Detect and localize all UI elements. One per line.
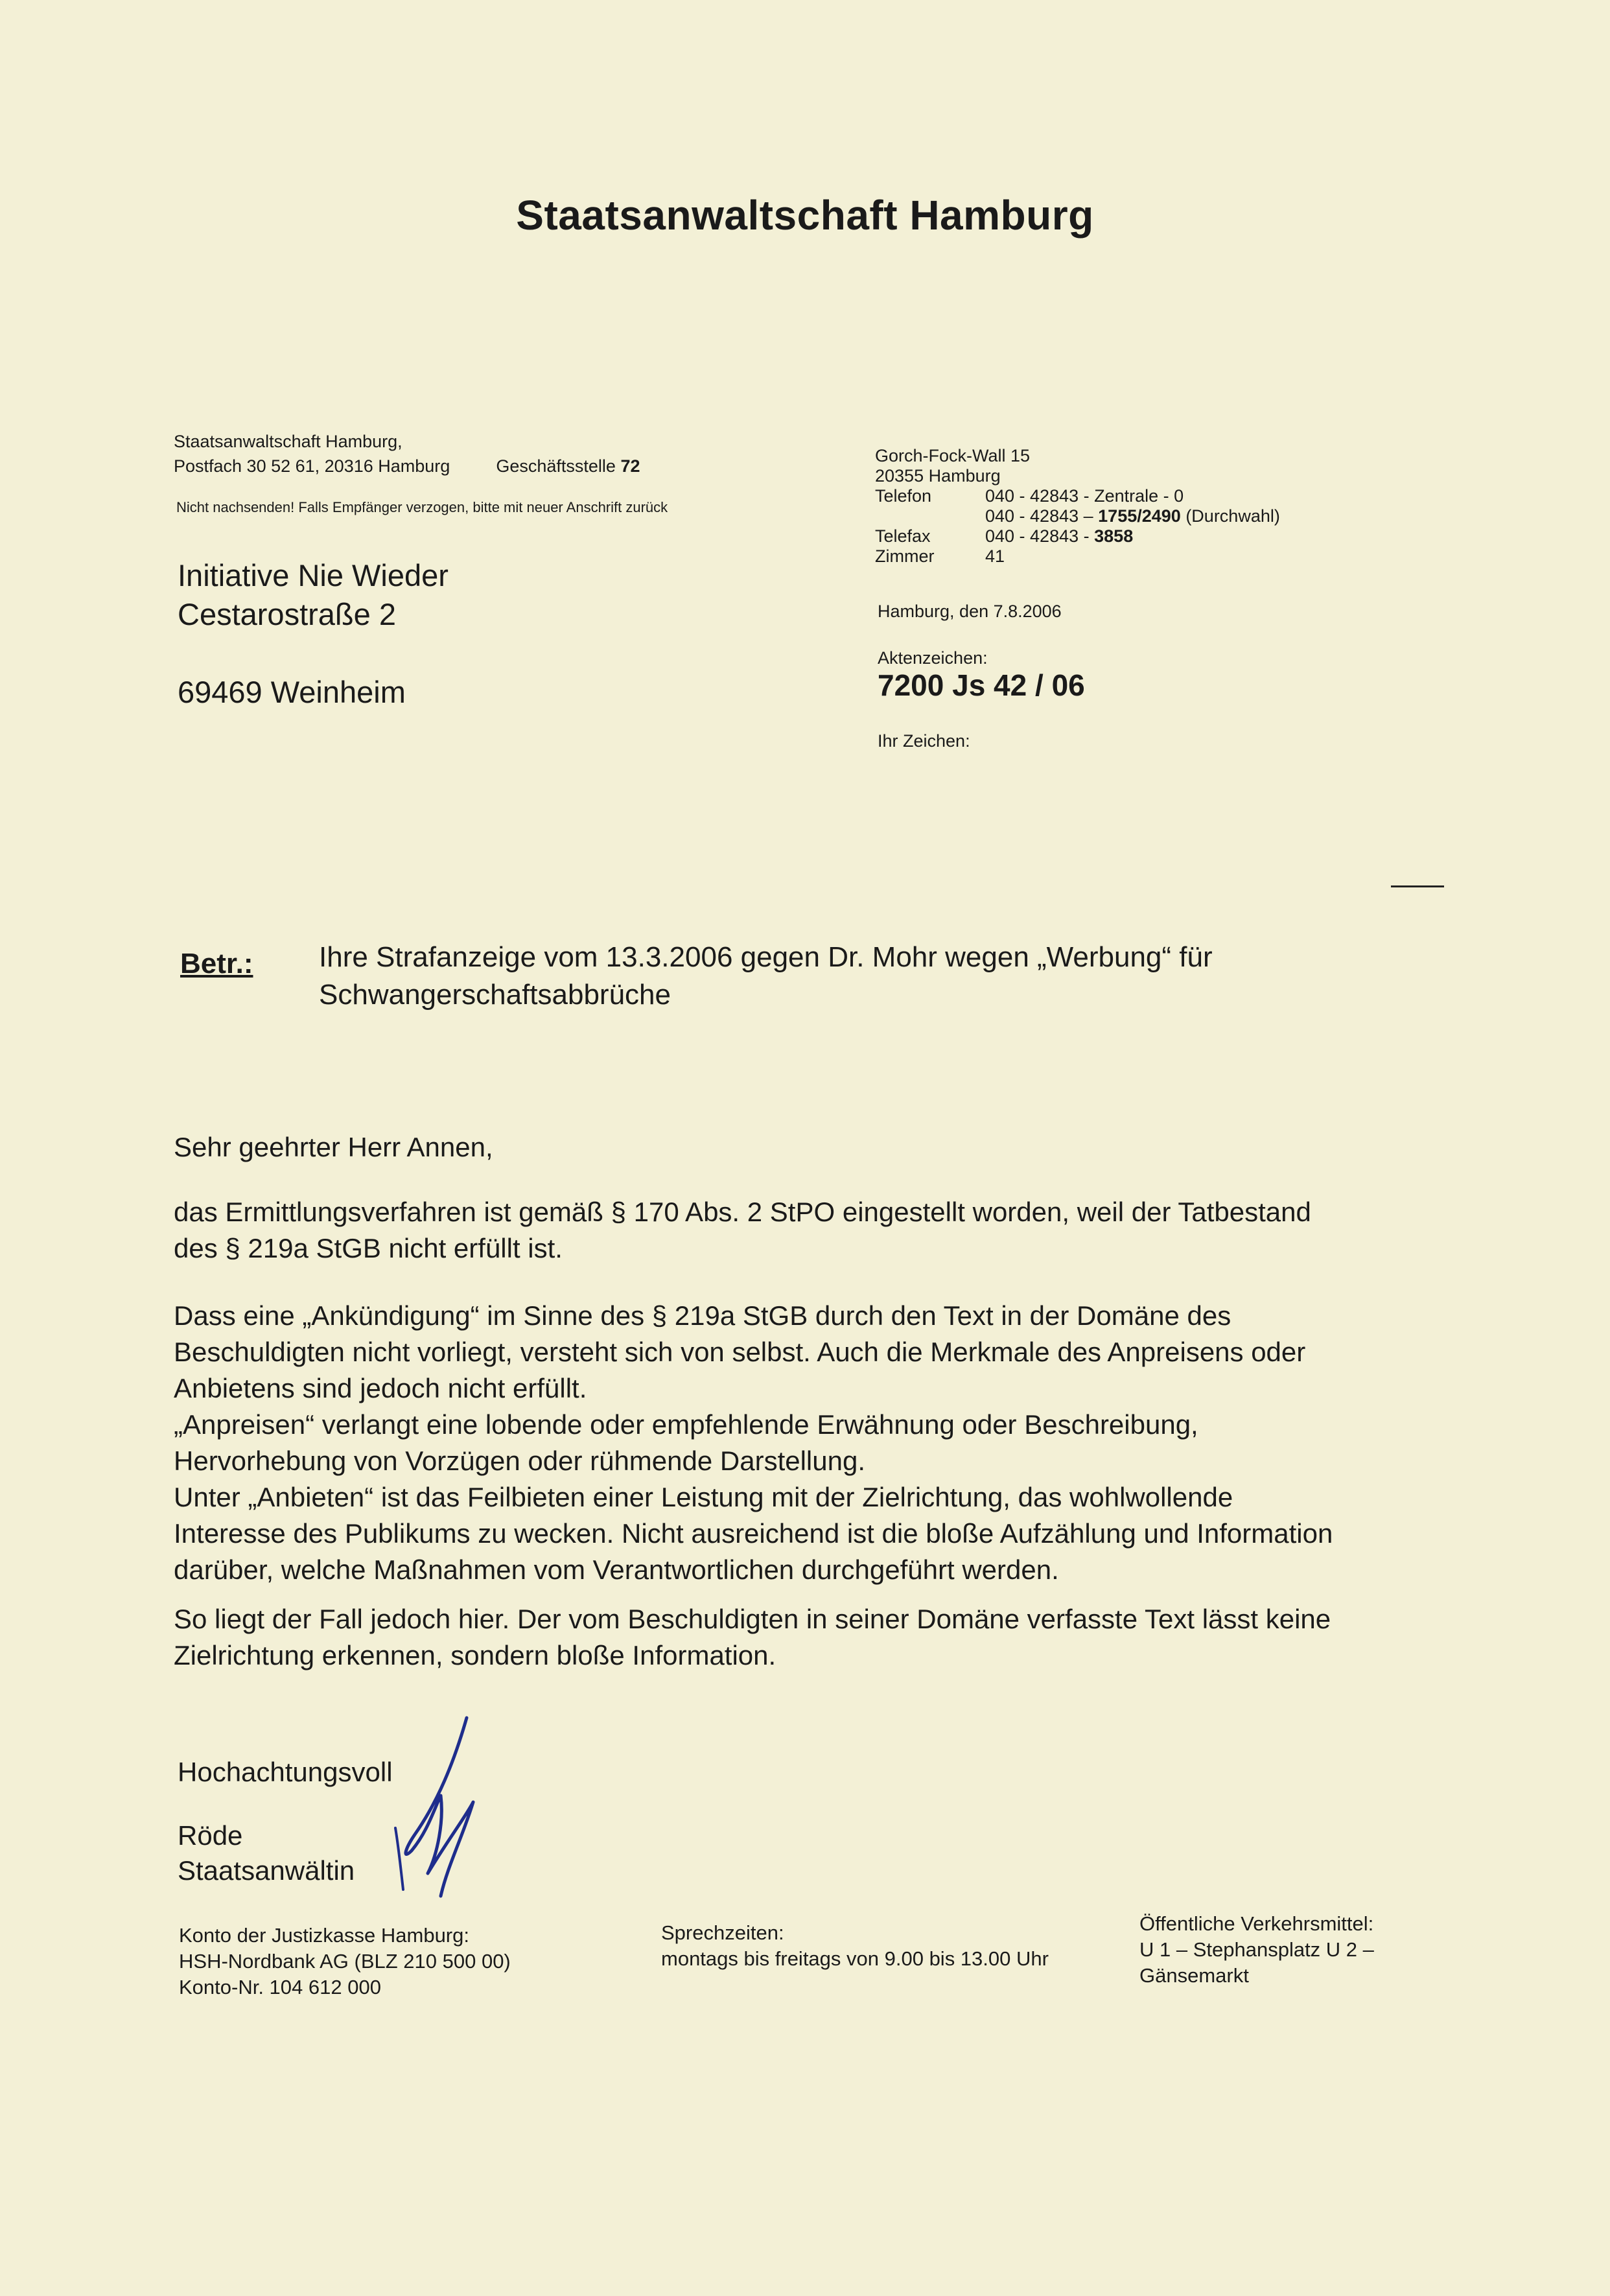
signatory-title: Staatsanwältin bbox=[178, 1855, 355, 1886]
recipient-address bbox=[178, 556, 449, 712]
paragraph-1 bbox=[174, 1194, 1311, 1267]
signatory-name: Röde bbox=[178, 1820, 243, 1851]
phone-central: 040 - 42843 - Zentrale - 0 bbox=[985, 486, 1184, 506]
office-label: Geschäftsstelle bbox=[496, 456, 616, 476]
paragraph-1-line: des § 219a StGB nicht erfüllt ist. bbox=[174, 1233, 563, 1263]
footer-hours-line: montags bis freitags von 9.00 bis 13.00 Uhr bbox=[661, 1947, 1049, 1970]
paragraph-2-line: Dass eine „Ankündigung“ im Sinne des § 219a StGB durch den Text in der Domäne des bbox=[174, 1300, 1231, 1331]
paragraph-2-line: Anbietens sind jedoch nicht erfüllt. bbox=[174, 1373, 587, 1403]
subject-line-1: Ihre Strafanzeige vom 13.3.2006 gegen Dr. Mohr wegen „Werbung“ für bbox=[319, 941, 1213, 973]
paragraph-3-line: Zielrichtung erkennen, sondern bloße Information. bbox=[174, 1640, 776, 1670]
phone-row bbox=[875, 486, 1280, 506]
office-street: Gorch-Fock-Wall 15 bbox=[875, 446, 1031, 465]
salutation: Sehr geehrter Herr Annen, bbox=[174, 1132, 493, 1162]
subject-label: Betr.: bbox=[180, 948, 253, 979]
fax-row bbox=[875, 526, 1280, 546]
paragraph-2-line: „Anpreisen“ verlangt eine lobende oder empfehlende Erwähnung oder Beschreibung, bbox=[174, 1409, 1198, 1440]
file-number-label: Aktenzeichen: bbox=[878, 648, 988, 668]
footer-bank-line: HSH-Nordbank AG (BLZ 210 500 00) bbox=[179, 1950, 511, 1973]
subject-line-2: Schwangerschaftsabbrüche bbox=[319, 979, 671, 1011]
return-notice: Nicht nachsenden! Falls Empfänger verzogen, bitte mit neuer Anschrift zurück bbox=[176, 499, 668, 515]
sender-line-1: Staatsanwaltschaft Hamburg, bbox=[174, 432, 402, 451]
sender-line-2 bbox=[174, 454, 640, 478]
paragraph-2 bbox=[174, 1298, 1333, 1588]
phone-direct-row bbox=[875, 506, 1280, 526]
letter-date: Hamburg, den 7.8.2006 bbox=[878, 602, 1062, 621]
sender-postbox: Postfach 30 52 61, 20316 Hamburg bbox=[174, 456, 450, 476]
fold-mark bbox=[1391, 885, 1444, 887]
phone-direct-number: 1755/2490 bbox=[1098, 506, 1181, 526]
recipient-city: 69469 Weinheim bbox=[178, 675, 406, 709]
phone-label: Telefon bbox=[875, 486, 932, 506]
footer-transit bbox=[1139, 1911, 1374, 1989]
sender-block bbox=[174, 429, 640, 478]
room-label: Zimmer bbox=[875, 546, 935, 566]
footer-transit-line: Öffentliche Verkehrsmittel: bbox=[1139, 1912, 1374, 1935]
fax-number: 3858 bbox=[1094, 526, 1134, 546]
paragraph-2-line: Unter „Anbieten“ ist das Feilbieten einer Leistung mit der Zielrichtung, das wohlwollende bbox=[174, 1482, 1233, 1512]
room-number: 41 bbox=[985, 546, 1005, 566]
paragraph-2-line: Interesse des Publikums zu wecken. Nicht ausreichend ist die bloße Aufzählung und Information bbox=[174, 1518, 1333, 1549]
fax-label: Telefax bbox=[875, 526, 931, 546]
phone-direct-suffix: (Durchwahl) bbox=[1185, 506, 1280, 526]
room-row bbox=[875, 546, 1280, 567]
closing-greeting: Hochachtungsvoll bbox=[178, 1757, 393, 1787]
footer-bank bbox=[179, 1923, 511, 2000]
paragraph-3 bbox=[174, 1601, 1331, 1674]
paragraph-2-line: Beschuldigten nicht vorliegt, versteht sich von selbst. Auch die Merkmale des Anpreisens oder bbox=[174, 1337, 1306, 1367]
handwritten-signature bbox=[376, 1711, 486, 1906]
recipient-name: Initiative Nie Wieder bbox=[178, 558, 449, 592]
recipient-street: Cestarostraße 2 bbox=[178, 597, 396, 631]
paragraph-2-line: darüber, welche Maßnahmen vom Verantwortlichen durchgeführt werden. bbox=[174, 1554, 1059, 1585]
fax-prefix: 040 - 42843 - bbox=[985, 526, 1090, 546]
your-reference-label: Ihr Zeichen: bbox=[878, 731, 970, 751]
footer-bank-line: Konto-Nr. 104 612 000 bbox=[179, 1976, 381, 1998]
footer-transit-line: U 1 – Stephansplatz U 2 – bbox=[1139, 1938, 1374, 1961]
paragraph-3-line: So liegt der Fall jedoch hier. Der vom Beschuldigten in seiner Domäne verfasste Text lässt keine bbox=[174, 1604, 1331, 1634]
contact-block bbox=[875, 446, 1280, 567]
footer-transit-line: Gänsemarkt bbox=[1139, 1964, 1249, 1987]
paragraph-1-line: das Ermittlungsverfahren ist gemäß § 170 Abs. 2 StPO eingestellt worden, weil der Tatbestand bbox=[174, 1197, 1311, 1227]
footer-bank-line: Konto der Justizkasse Hamburg: bbox=[179, 1924, 469, 1947]
paragraph-2-line: Hervorhebung von Vorzügen oder rühmende Darstellung. bbox=[174, 1446, 866, 1476]
subject-text bbox=[319, 939, 1213, 1014]
file-number: 7200 Js 42 / 06 bbox=[878, 668, 1085, 702]
footer-hours bbox=[661, 1920, 1049, 1972]
office-city: 20355 Hamburg bbox=[875, 466, 1001, 486]
page-title: Staatsanwaltschaft Hamburg bbox=[516, 192, 1094, 239]
footer-hours-line: Sprechzeiten: bbox=[661, 1921, 784, 1944]
office-number: 72 bbox=[620, 456, 640, 476]
phone-direct-prefix: 040 - 42843 – bbox=[985, 506, 1093, 526]
